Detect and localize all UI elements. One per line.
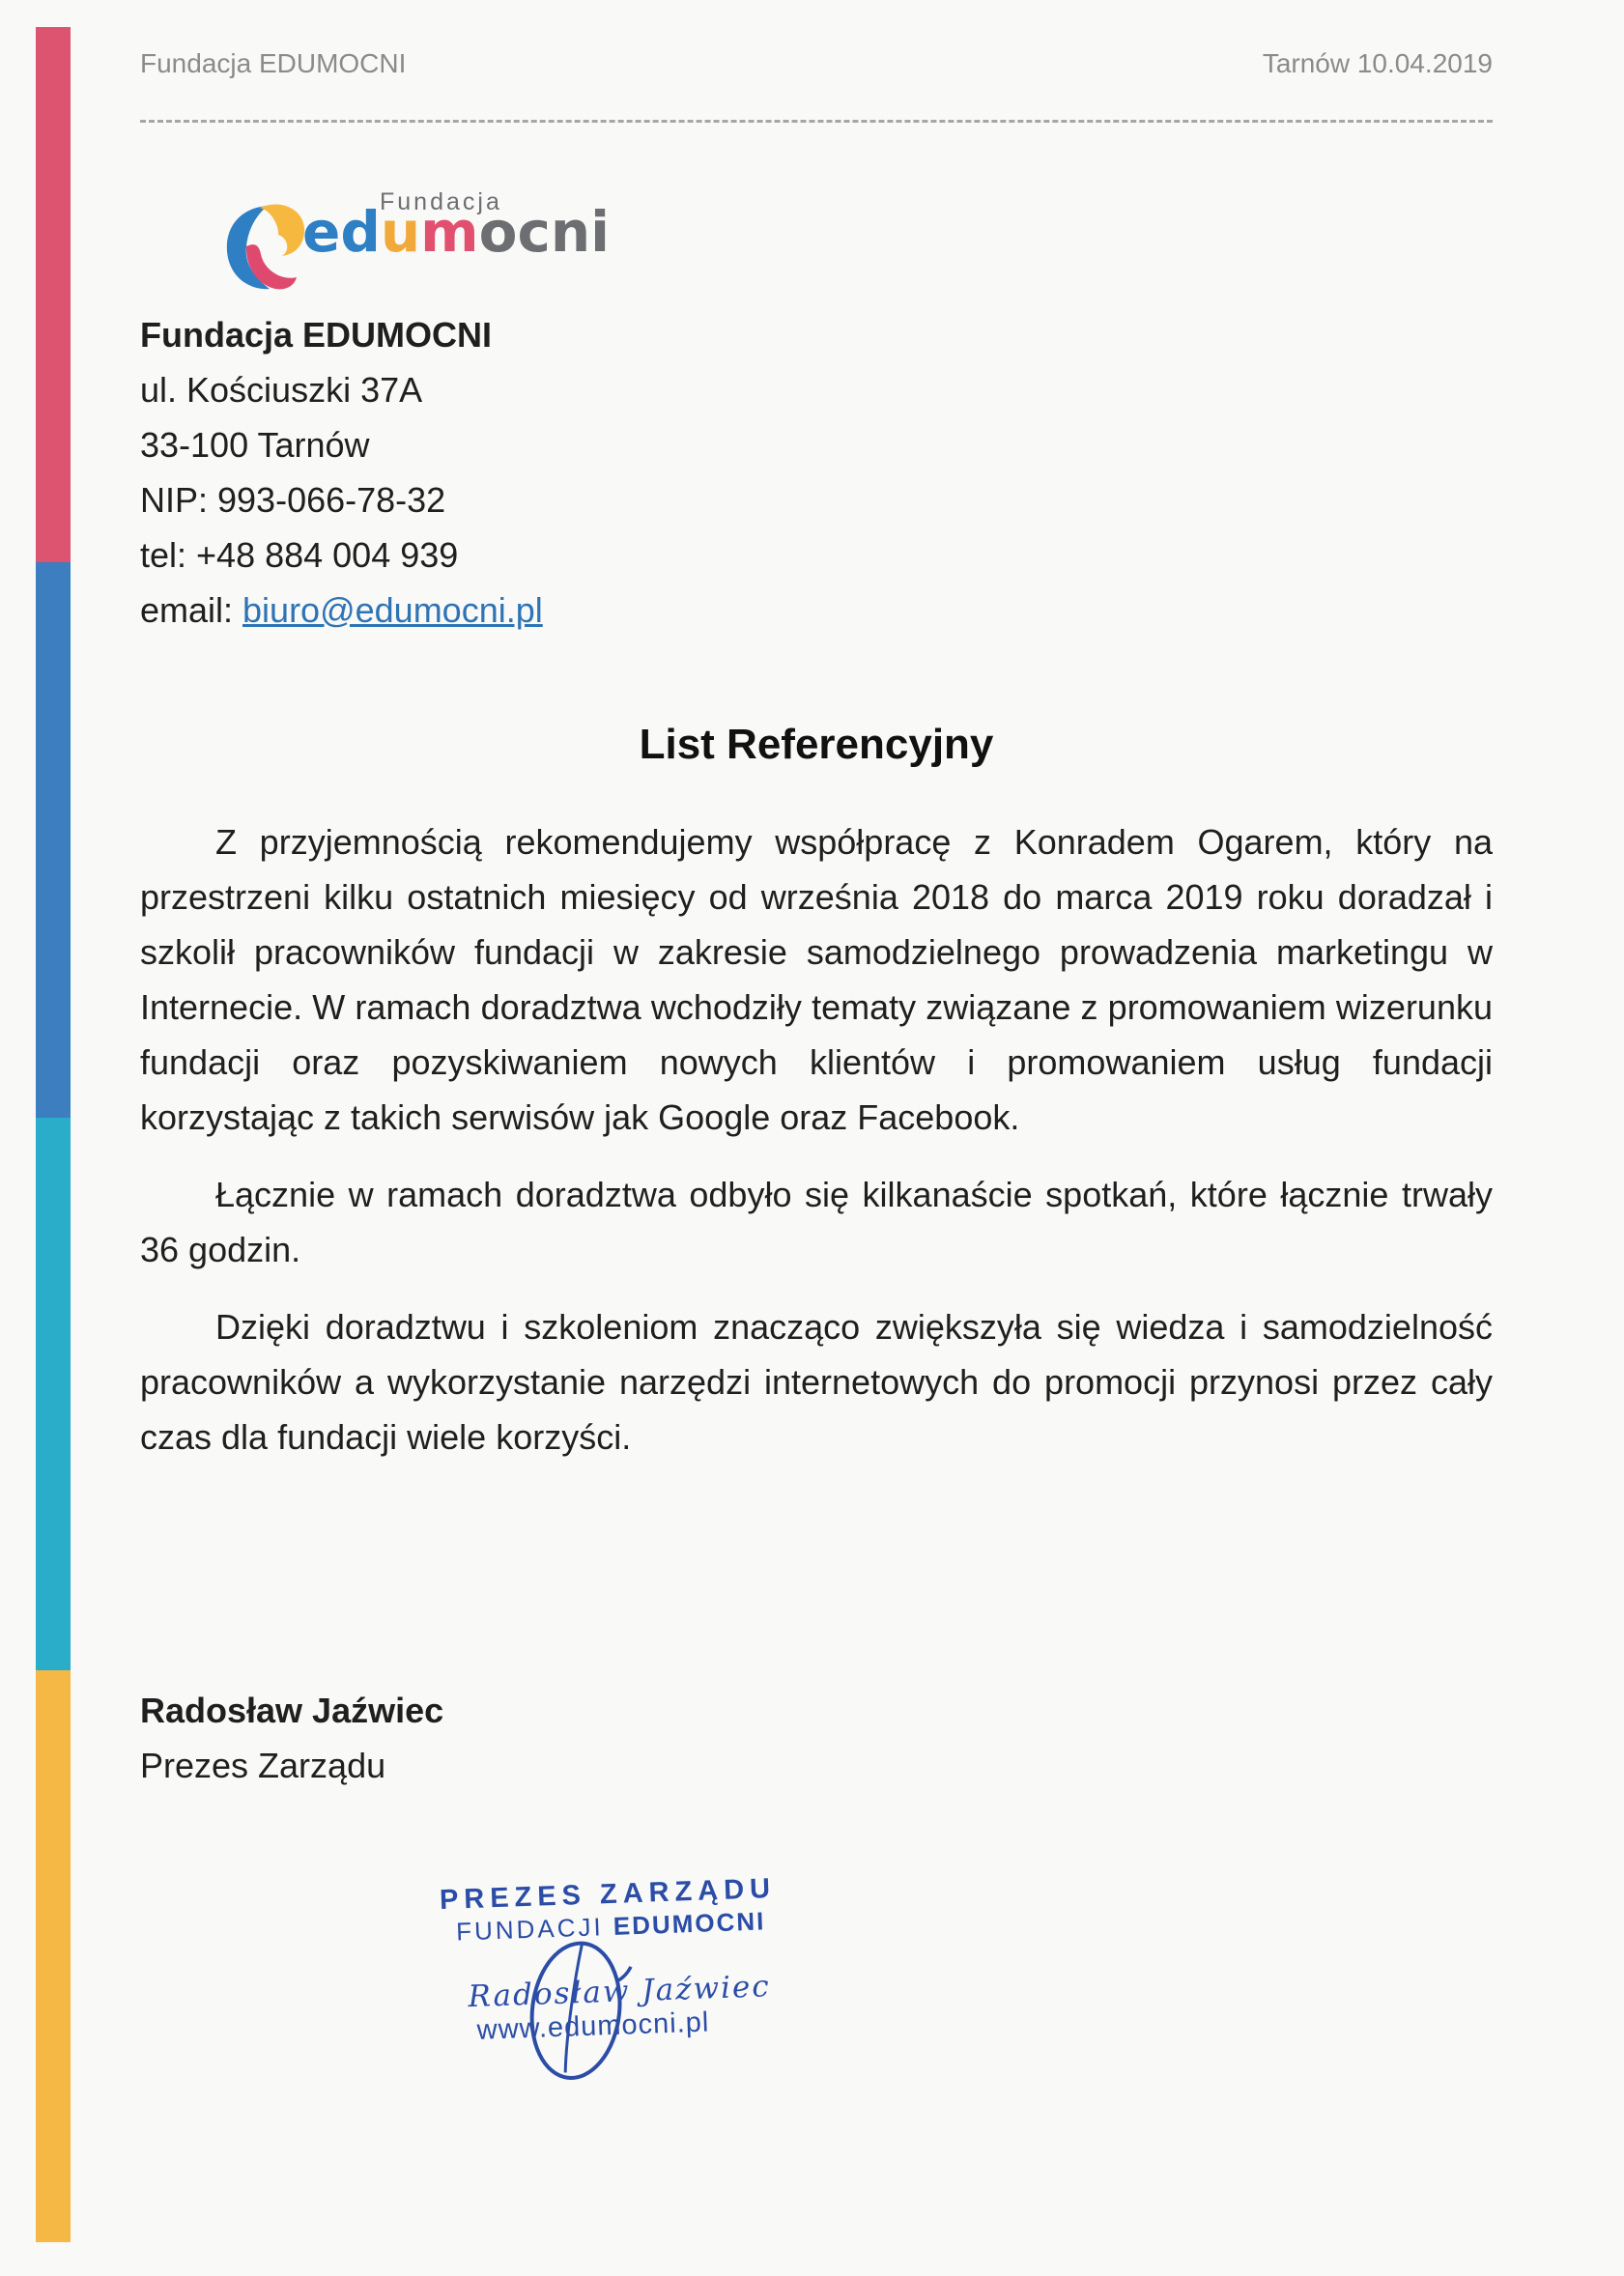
- paragraph-3: Dzięki doradztwu i szkoleniom znacząco zwiększyła się wiedza i samodzielność pracowników a wykorzystanie narzędzi internetowych do promocji przynosi przez cały czas dla fundacji wiele korzyści.: [140, 1307, 1493, 1457]
- stamp-signer-name: Radosław Jaźwiec: [467, 1969, 772, 2015]
- sender-phone: tel: +48 884 004 939: [140, 535, 459, 575]
- stamp-org-prefix: FUNDACJI: [455, 1911, 614, 1947]
- accent-bar-teal-segment: [36, 1118, 71, 1670]
- stamp-org-bold: EDUMOCNI: [613, 1906, 766, 1941]
- logo-letter-u: u: [380, 199, 421, 265]
- edumocni-logo-mark-icon: [217, 198, 314, 295]
- accent-bar-pink-segment: [36, 27, 71, 562]
- accent-bar: [36, 27, 71, 2242]
- sender-street: ul. Kościuszki 37A: [140, 370, 423, 410]
- sender-city: 33-100 Tarnów: [140, 425, 370, 465]
- letterhead-row: [140, 48, 1493, 79]
- signature-scribble-icon: [510, 1917, 652, 2105]
- signer-name: Radosław Jaźwiec: [140, 1691, 444, 1730]
- letter-body: [140, 814, 1493, 1487]
- email-label: email:: [140, 590, 243, 630]
- sender-nip: NIP: 993-066-78-32: [140, 480, 446, 520]
- accent-bar-blue-segment: [36, 562, 71, 1118]
- logo-letter-m: m: [420, 199, 479, 265]
- signature-block: [140, 1683, 443, 1793]
- signer-role: Prezes Zarządu: [140, 1746, 386, 1785]
- paragraph-2: Łącznie w ramach doradztwa odbyło się kilkanaście spotkań, które łącznie trwały 36 godzin.: [140, 1175, 1493, 1269]
- logo-top-label: Fundacja: [380, 188, 502, 215]
- sender-name: Fundacja EDUMOCNI: [140, 315, 493, 355]
- stamp-title-line: PREZES ZARZĄDU: [439, 1872, 777, 1917]
- letterhead-place-date: Tarnów 10.04.2019: [1262, 48, 1493, 78]
- logo-letter-d: d: [340, 199, 381, 265]
- email-link[interactable]: biuro@edumocni.pl: [242, 590, 543, 630]
- document-title: List Referencyjny: [639, 721, 994, 768]
- paragraph-1: Z przyjemnością rekomendujemy współpracę z Konradem Ogarem, który na przestrzeni kilku ostatnich miesięcy od września 2018 do marca 2019 roku doradzał i szkolił pracowników fundacji w zakresie samodzielnego prowadzenia marketingu w Internecie. W ramach doradztwa wchodziły tematy związane z promowaniem wizerunku fundacji oraz pozyskiwaniem nowych klientów i promowaniem usług fundacji korzystając z takich serwisów jak Google oraz Facebook.: [140, 822, 1493, 1137]
- accent-bar-yellow-segment: [36, 1670, 71, 2242]
- sender-address-block: [140, 307, 543, 638]
- letterhead-brand: Fundacja EDUMOCNI: [140, 48, 407, 78]
- sender-email-row: [140, 583, 543, 638]
- edumocni-logo: [217, 186, 642, 302]
- logo-letters-ocni: ocni: [478, 199, 611, 265]
- company-stamp: [433, 1873, 787, 2088]
- header-divider: [140, 120, 1493, 123]
- stamp-website: www.edumocni.pl: [476, 2006, 710, 2046]
- logo-letter-e: e: [302, 199, 341, 265]
